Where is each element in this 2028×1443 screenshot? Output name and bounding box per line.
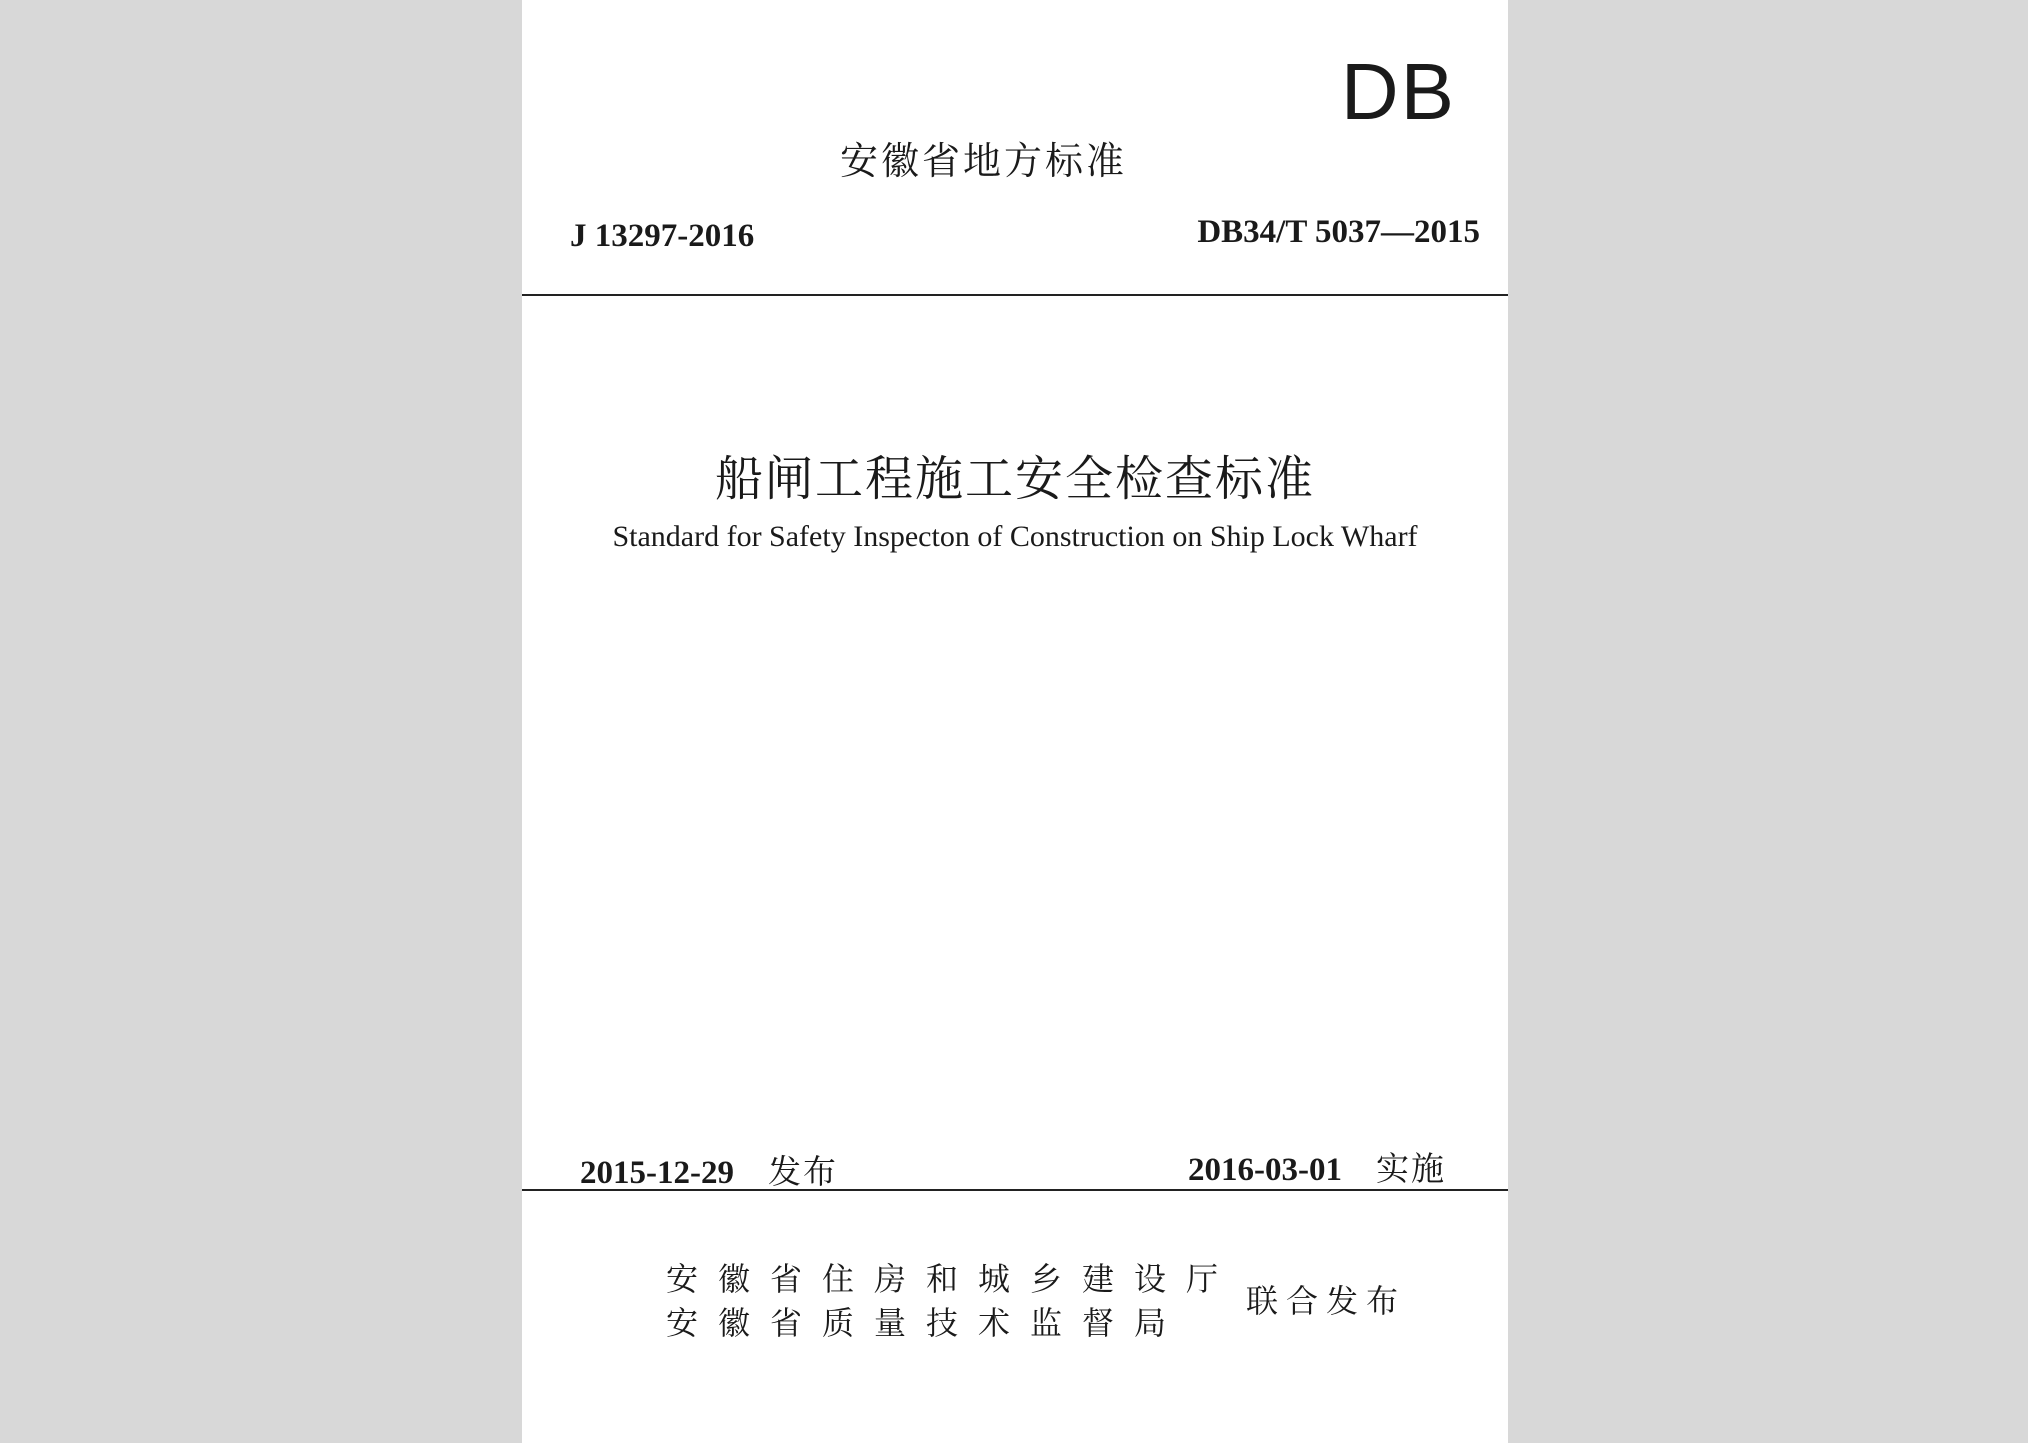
footer-divider [522,1189,1508,1191]
issuer-quality-bureau: 安徽省质量技术监督局 [666,1304,1187,1342]
record-code: J 13297-2016 [570,218,755,254]
document-cover [522,0,1508,1443]
release-date: 2015-12-29 [580,1155,734,1191]
title-english: Standard for Safety Inspecton of Construction on Ship Lock Wharf [612,520,1418,553]
effective-date: 2016-03-01 [1188,1152,1342,1188]
db-standard-mark: DB [1340,47,1456,136]
standard-category: 安徽省地方标准 [840,139,1128,183]
effective-label: 实施 [1376,1149,1446,1188]
standard-code: DB34/T 5037—2015 [1197,214,1480,250]
effective-info [1188,1143,1446,1190]
title-chinese: 船闸工程施工安全检查标准 [714,451,1315,507]
release-info [580,1146,838,1193]
header-divider [522,294,1508,296]
release-label: 发布 [767,1152,838,1191]
joint-release-label: 联合发布 [1246,1282,1407,1320]
issuer-housing-department: 安徽省住房和城乡建设厅 [666,1260,1239,1298]
